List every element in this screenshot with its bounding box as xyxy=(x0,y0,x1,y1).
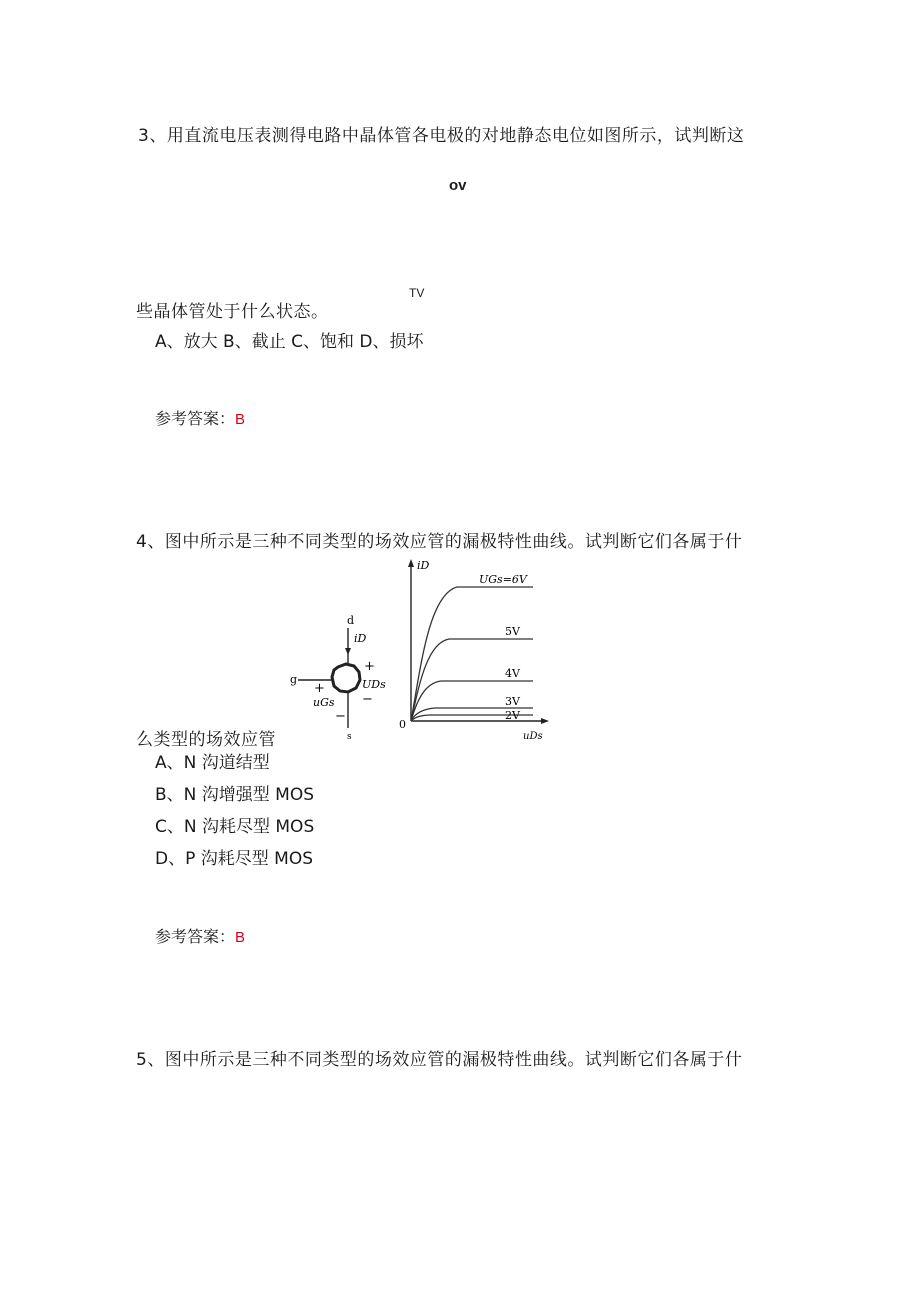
q4-option-c: C、N 沟耗尽型 MOS xyxy=(155,817,315,837)
symbol-d-label: d xyxy=(347,614,355,627)
q3-options: A、放大 B、截止 C、饱和 D、损坏 xyxy=(155,332,424,352)
graph-origin-label: 0 xyxy=(399,718,406,731)
q3-answer xyxy=(155,406,245,429)
drain-characteristics-graph xyxy=(395,555,555,745)
answer-label: 参考答案： xyxy=(155,409,236,428)
curve-label-2v: 2V xyxy=(505,709,520,722)
curve-label-6v: UGs=6V xyxy=(479,573,527,586)
q3-figure-label-ov: ov xyxy=(449,177,467,194)
symbol-s-label: s xyxy=(347,732,352,742)
q3-figure-label-tv: TV xyxy=(409,286,425,300)
curve-label-4v: 4V xyxy=(505,667,520,680)
symbol-g-label: g xyxy=(290,673,298,686)
curve-label-5v: 5V xyxy=(505,625,520,638)
symbol-id-label: iD xyxy=(354,632,367,645)
curve-label-3v: 3V xyxy=(505,695,520,708)
graph-x-label: uDs xyxy=(523,731,543,742)
symbol-uds-label: UDs xyxy=(362,678,386,691)
symbol-plus-top: + xyxy=(364,659,375,674)
graph-y-label: iD xyxy=(417,559,430,572)
answer-label: 参考答案： xyxy=(155,927,236,946)
q3-text-line2: 些晶体管处于什么状态。 xyxy=(136,302,329,322)
q4-answer xyxy=(155,924,245,947)
q5-text-line1: 5、图中所示是三种不同类型的场效应管的漏极特性曲线。试判断它们各属于什 xyxy=(136,1050,743,1070)
symbol-plus-left: + xyxy=(314,681,325,696)
q4-text-line2: 么类型的场效应管 xyxy=(136,730,276,750)
q4-text-line1: 4、图中所示是三种不同类型的场效应管的漏极特性曲线。试判断它们各属于什 xyxy=(136,532,743,552)
answer-value: B xyxy=(235,411,246,428)
q3-text-line1: 3、用直流电压表测得电路中晶体管各电极的对地静态电位如图所示，试判断这 xyxy=(138,126,745,146)
q4-option-d: D、P 沟耗尽型 MOS xyxy=(155,849,313,869)
q4-option-b: B、N 沟增强型 MOS xyxy=(155,785,315,805)
q4-option-a: A、N 沟道结型 xyxy=(155,753,270,773)
fet-symbol-figure xyxy=(280,608,400,743)
symbol-minus-bottom: − xyxy=(335,709,346,724)
symbol-minus-right: − xyxy=(362,692,373,707)
answer-value: B xyxy=(235,929,246,946)
symbol-ugs-label: uGs xyxy=(313,696,335,709)
